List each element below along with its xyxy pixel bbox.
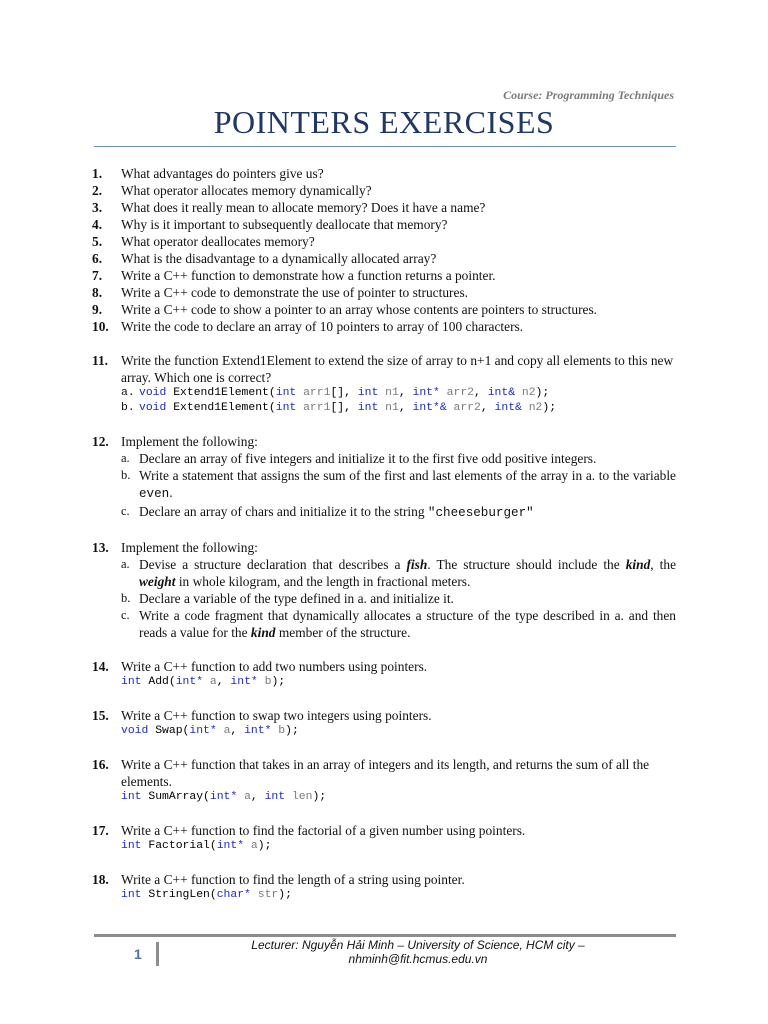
exercise-list [92, 165, 676, 903]
exercise-15: 15. Write a C++ function to swap two integers using pointers. void Swap(int* a, int* b); [92, 707, 676, 739]
exercise-5: 5. What operator deallocates memory? [92, 234, 315, 249]
exercise-6: 6. What is the disadvantage to a dynamically allocated array? [92, 251, 437, 266]
exercise-1: 1. What advantages do pointers give us? [92, 166, 324, 181]
exercise-7: 7. Write a C++ function to demonstrate how a function returns a pointer. [92, 268, 496, 283]
exercise-10: 10. Write the code to declare an array of 10 pointers to array of 100 characters. [92, 319, 524, 334]
exercise-17: 17. Write a C++ function to find the factorial of a given number using pointers. int Factorial(int* a); [92, 822, 676, 854]
code-signature: int SumArray(int* a, int len); [121, 791, 327, 803]
exercise-11: 11. Write the function Extend1Element to extend the size of array to n+1 and copy all elements to this new array. Which one is correct? a. void Extend1Element(int arr1[], int n1, int* arr2, int& n2); b. void Extend1Element(int arr1[], int n1, int*& arr2, int& n2); [92, 352, 676, 416]
code-signature: int Factorial(int* a); [121, 840, 272, 852]
page-number: 1 [130, 942, 159, 966]
exercise-14: 14. Write a C++ function to add two numbers using pointers. int Add(int* a, int* b); [92, 658, 676, 690]
exercise-16: 16. Write a C++ function that takes in an array of integers and its length, and returns the sum of all the elements. int SumArray(int* a, int len); [92, 756, 676, 805]
code-signature: void Swap(int* a, int* b); [121, 725, 299, 737]
code-signature: void Extend1Element(int arr1[], int n1, int* arr2, int& n2); [139, 387, 550, 399]
course-label: Course: Programming Techniques [503, 88, 674, 102]
sub-item: c. Write a code fragment that dynamically allocates a structure of the type described in a. and then reads a value for the kind member of the structure. [121, 608, 676, 640]
exercise-8: 8. Write a C++ code to demonstrate the use of pointer to structures. [92, 285, 468, 300]
exercise-18: 18. Write a C++ function to find the length of a string using pointer. int StringLen(char* str); [92, 871, 676, 903]
sub-item: b. Write a statement that assigns the sum of the first and last elements of the array in a. to the variable even. [121, 468, 676, 501]
sub-item: c. Declare an array of chars and initialize it to the string "cheeseburger" [121, 504, 534, 520]
exercise-12: 12. Implement the following: a. Declare an array of five integers and initialize it to the first five odd positive integers. b. Write a statement that assigns the sum of the first and last elements of the array in a. to the variable even. c. Declare an array of chars and initialize it to the string "cheeseburger" [92, 434, 676, 520]
exercise-3: 3. What does it really mean to allocate memory? Does it have a name? [92, 200, 486, 215]
sub-item: b. Declare a variable of the type defined in a. and initialize it. [121, 591, 454, 606]
exercise-9: 9. Write a C++ code to show a pointer to an array whose contents are pointers to structures. [92, 302, 598, 317]
sub-item: a. Devise a structure declaration that describes a fish. The structure should include the kind, the weight in whole kilogram, and the length in fractional meters. [121, 557, 677, 589]
footer-lecturer: Lecturer: Nguyễn Hải Minh – University of Science, HCM city – [251, 938, 585, 952]
exercise-2: 2. What operator allocates memory dynamically? [92, 183, 372, 198]
footer-email: nhminh@fit.hcmus.edu.vn [348, 952, 488, 966]
footer [160, 938, 676, 966]
code-signature: int Add(int* a, int* b); [121, 676, 286, 688]
sub-item: a. Declare an array of five integers and initialize it to the first five odd positive integers. [121, 451, 597, 466]
footer-divider [94, 934, 676, 937]
code-signature: int StringLen(char* str); [121, 889, 292, 901]
code-option-b: b. void Extend1Element(int arr1[], int n1, int*& arr2, int& n2); [121, 402, 557, 414]
exercise-13: 13. Implement the following: a. Devise a structure declaration that describes a fish. The structure should include the kind, the weight in whole kilogram, and the length in fractional meters. b. Declare a variable of the type defined in a. and initialize it. c. Write a code fragment that dynamically allocates a structure of the type described in a. and then reads a value for the kind member of the structure. [92, 540, 677, 640]
code-option-a: a. void Extend1Element(int arr1[], int n1, int* arr2, int& n2); [121, 387, 550, 399]
code-signature: void Extend1Element(int arr1[], int n1, int*& arr2, int& n2); [139, 402, 557, 414]
exercise-4: 4. Why is it important to subsequently deallocate that memory? [92, 217, 448, 232]
title-divider [94, 146, 676, 147]
page-title: POINTERS EXERCISES [213, 104, 555, 140]
